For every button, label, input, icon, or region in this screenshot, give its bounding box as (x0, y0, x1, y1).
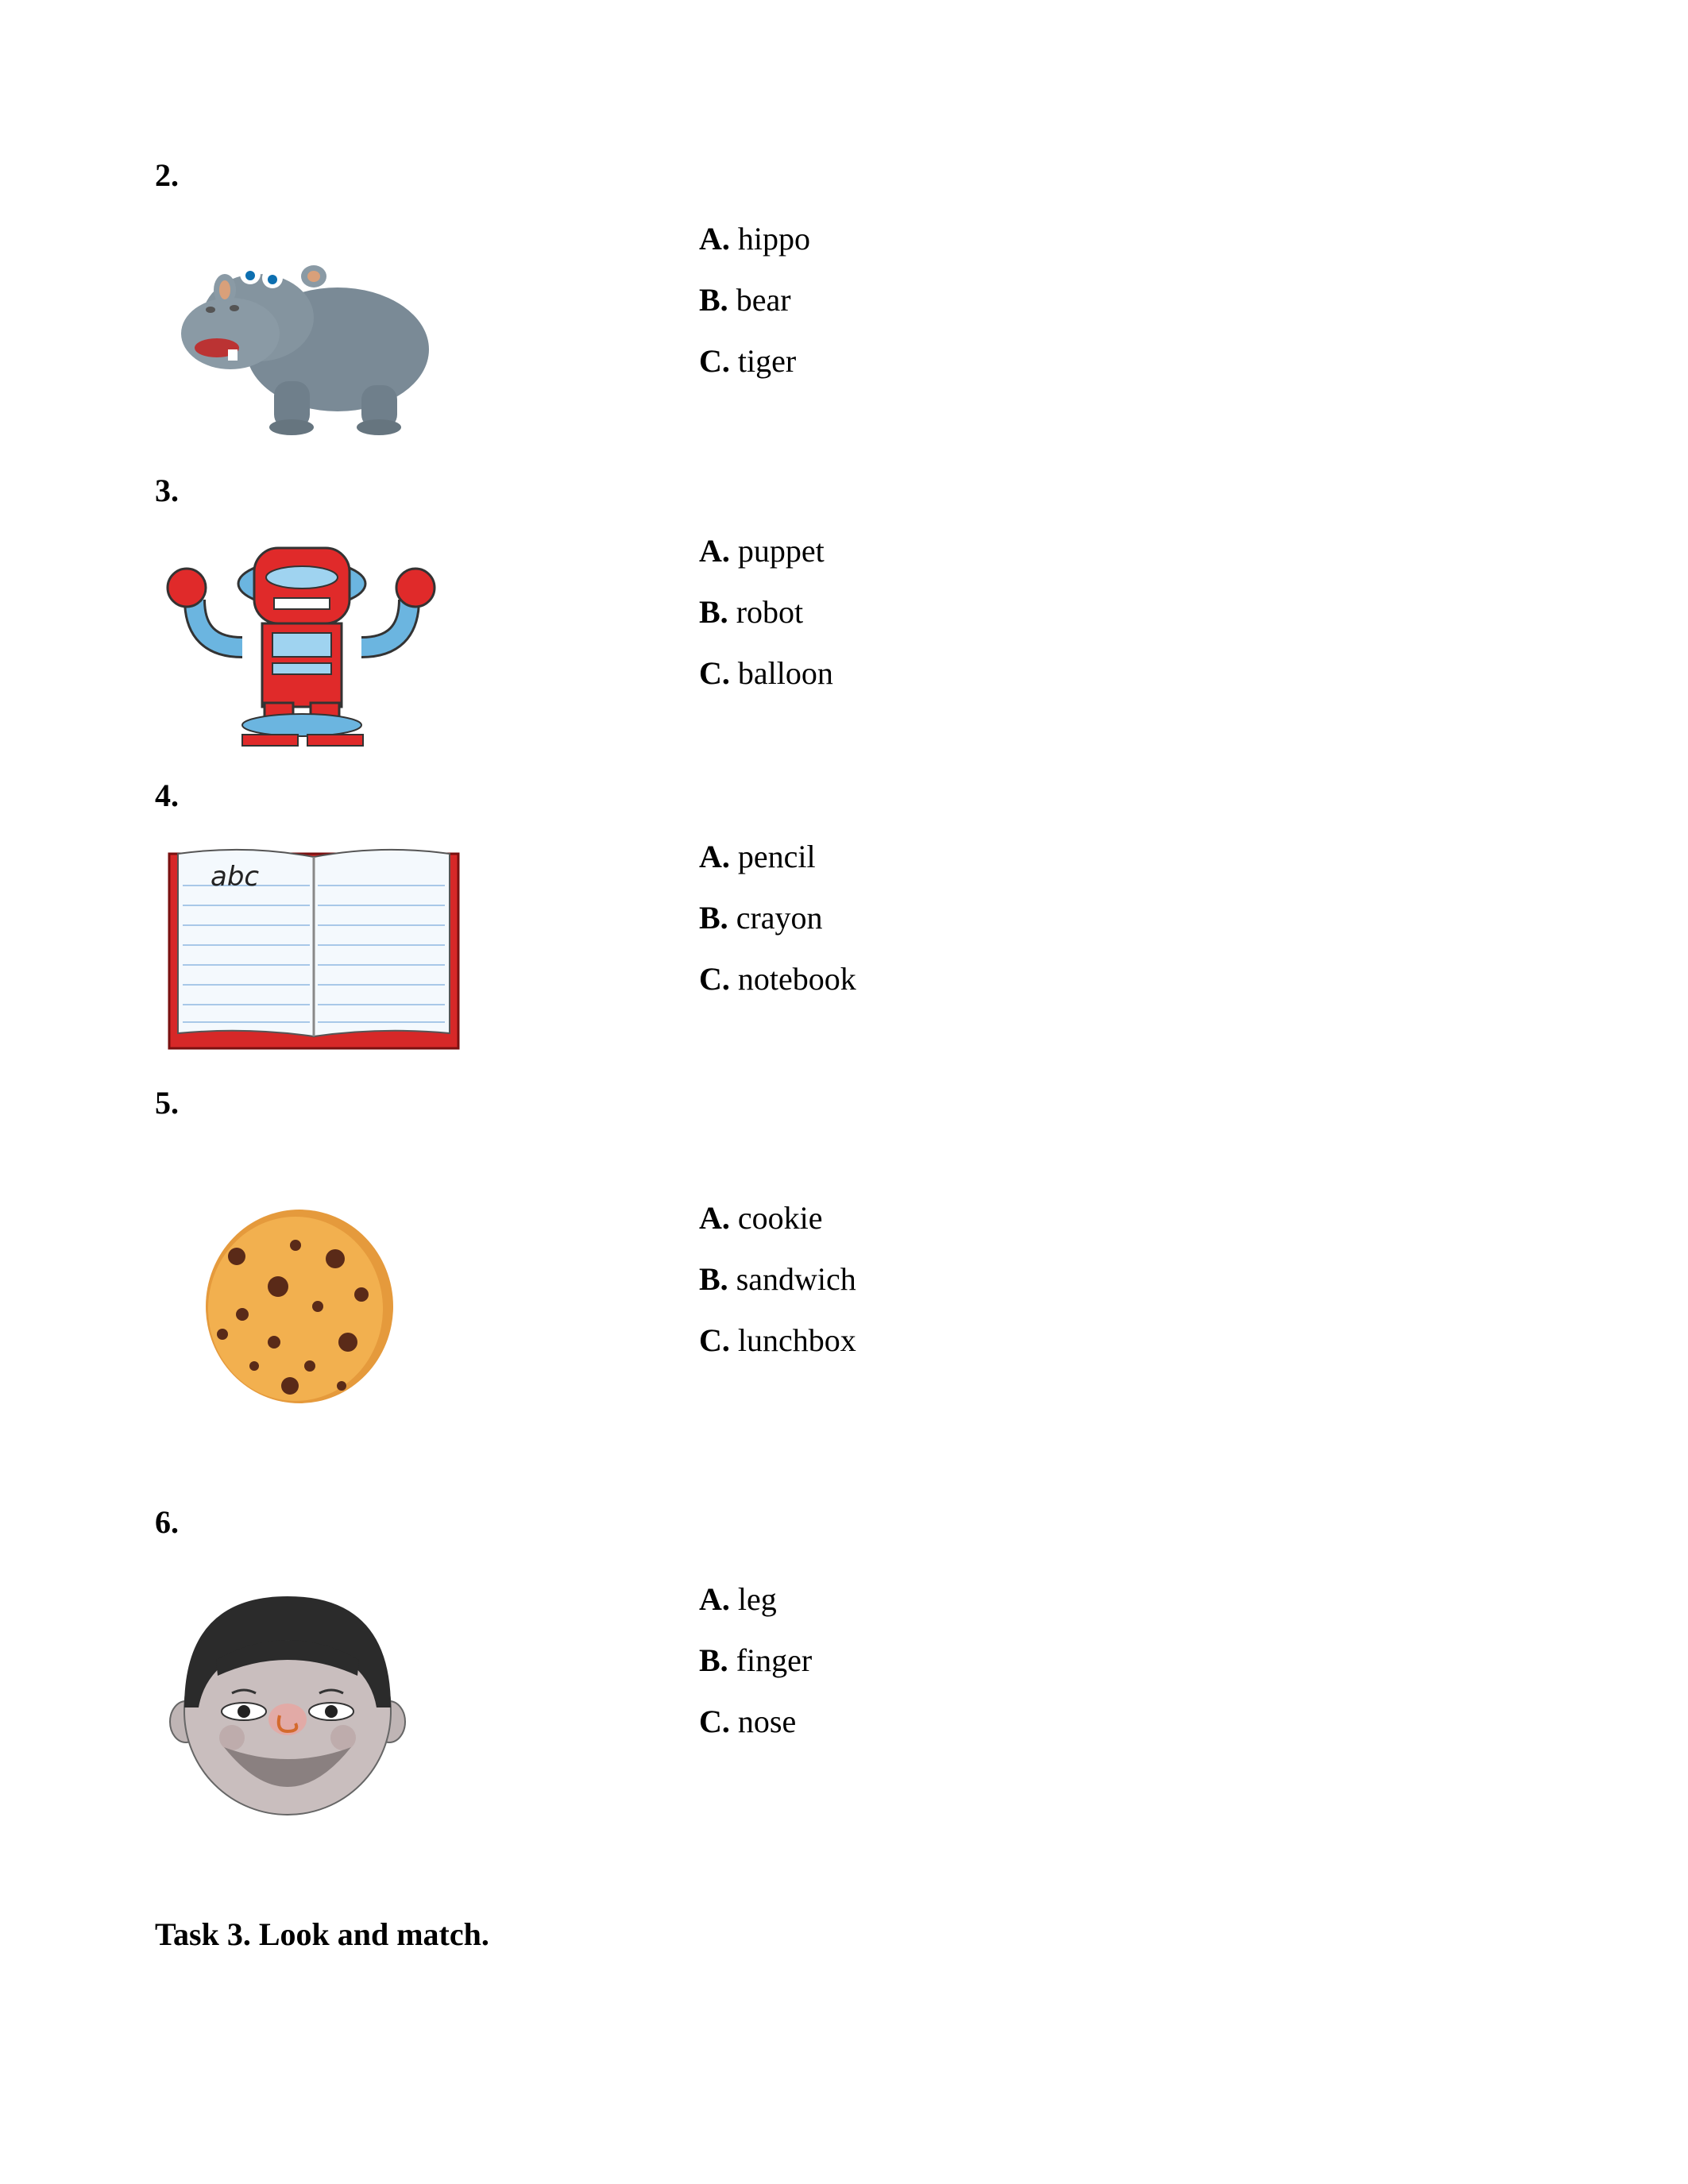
question-number: 4. (155, 778, 179, 813)
option-letter: B. (699, 900, 728, 936)
option-text: puppet (737, 533, 825, 569)
option-a[interactable] (699, 1187, 856, 1248)
option-text: hippo (737, 221, 811, 257)
option-letter: C. (699, 655, 730, 691)
option-b[interactable] (699, 1248, 856, 1310)
option-letter: C. (699, 1322, 730, 1358)
notebook-illustration (167, 846, 461, 1052)
option-letter: A. (699, 221, 730, 257)
task-heading: Task 3. Look and match. (155, 1916, 489, 1952)
option-a[interactable] (699, 1569, 812, 1630)
option-letter: B. (699, 1642, 728, 1678)
option-b[interactable] (699, 581, 833, 642)
option-c[interactable] (699, 948, 856, 1009)
option-letter: C. (699, 961, 730, 997)
cookie-illustration (199, 1207, 397, 1410)
option-letter: B. (699, 594, 728, 630)
option-text: leg (737, 1581, 777, 1617)
option-a[interactable] (699, 826, 856, 887)
face-illustration (168, 1588, 407, 1819)
robot-illustration (163, 544, 449, 747)
option-b[interactable] (699, 887, 856, 948)
option-text: pencil (737, 839, 816, 874)
answer-options (699, 1569, 812, 1752)
option-text: nose (737, 1704, 797, 1739)
option-letter: B. (699, 282, 728, 318)
option-c[interactable] (699, 1691, 812, 1752)
option-text: crayon (736, 900, 823, 936)
option-c[interactable] (699, 1310, 856, 1371)
option-letter: A. (699, 1581, 730, 1617)
notebook-abc-text: abc (211, 861, 260, 893)
option-letter: B. (699, 1261, 728, 1297)
option-text: robot (736, 594, 804, 630)
option-b[interactable] (699, 1630, 812, 1691)
answer-options (699, 1187, 856, 1371)
question-number: 2. (155, 157, 179, 193)
option-text: cookie (737, 1200, 823, 1236)
option-letter: C. (699, 1704, 730, 1739)
option-c[interactable] (699, 330, 810, 392)
option-text: finger (736, 1642, 813, 1678)
answer-options (699, 520, 833, 704)
option-letter: A. (699, 1200, 730, 1236)
option-c[interactable] (699, 642, 833, 704)
option-letter: C. (699, 343, 730, 379)
option-a[interactable] (699, 208, 810, 269)
option-text: notebook (737, 961, 856, 997)
option-letter: A. (699, 533, 730, 569)
question-number: 6. (155, 1504, 179, 1540)
option-text: tiger (737, 343, 797, 379)
hippo-illustration (155, 230, 441, 437)
question-number: 3. (155, 473, 179, 508)
option-text: sandwich (736, 1261, 856, 1297)
option-b[interactable] (699, 269, 810, 330)
option-text: balloon (737, 655, 833, 691)
option-text: bear (736, 282, 791, 318)
answer-options (699, 826, 856, 1009)
question-number: 5. (155, 1085, 179, 1121)
option-a[interactable] (699, 520, 833, 581)
option-text: lunchbox (737, 1322, 856, 1358)
answer-options (699, 208, 810, 392)
option-letter: A. (699, 839, 730, 874)
